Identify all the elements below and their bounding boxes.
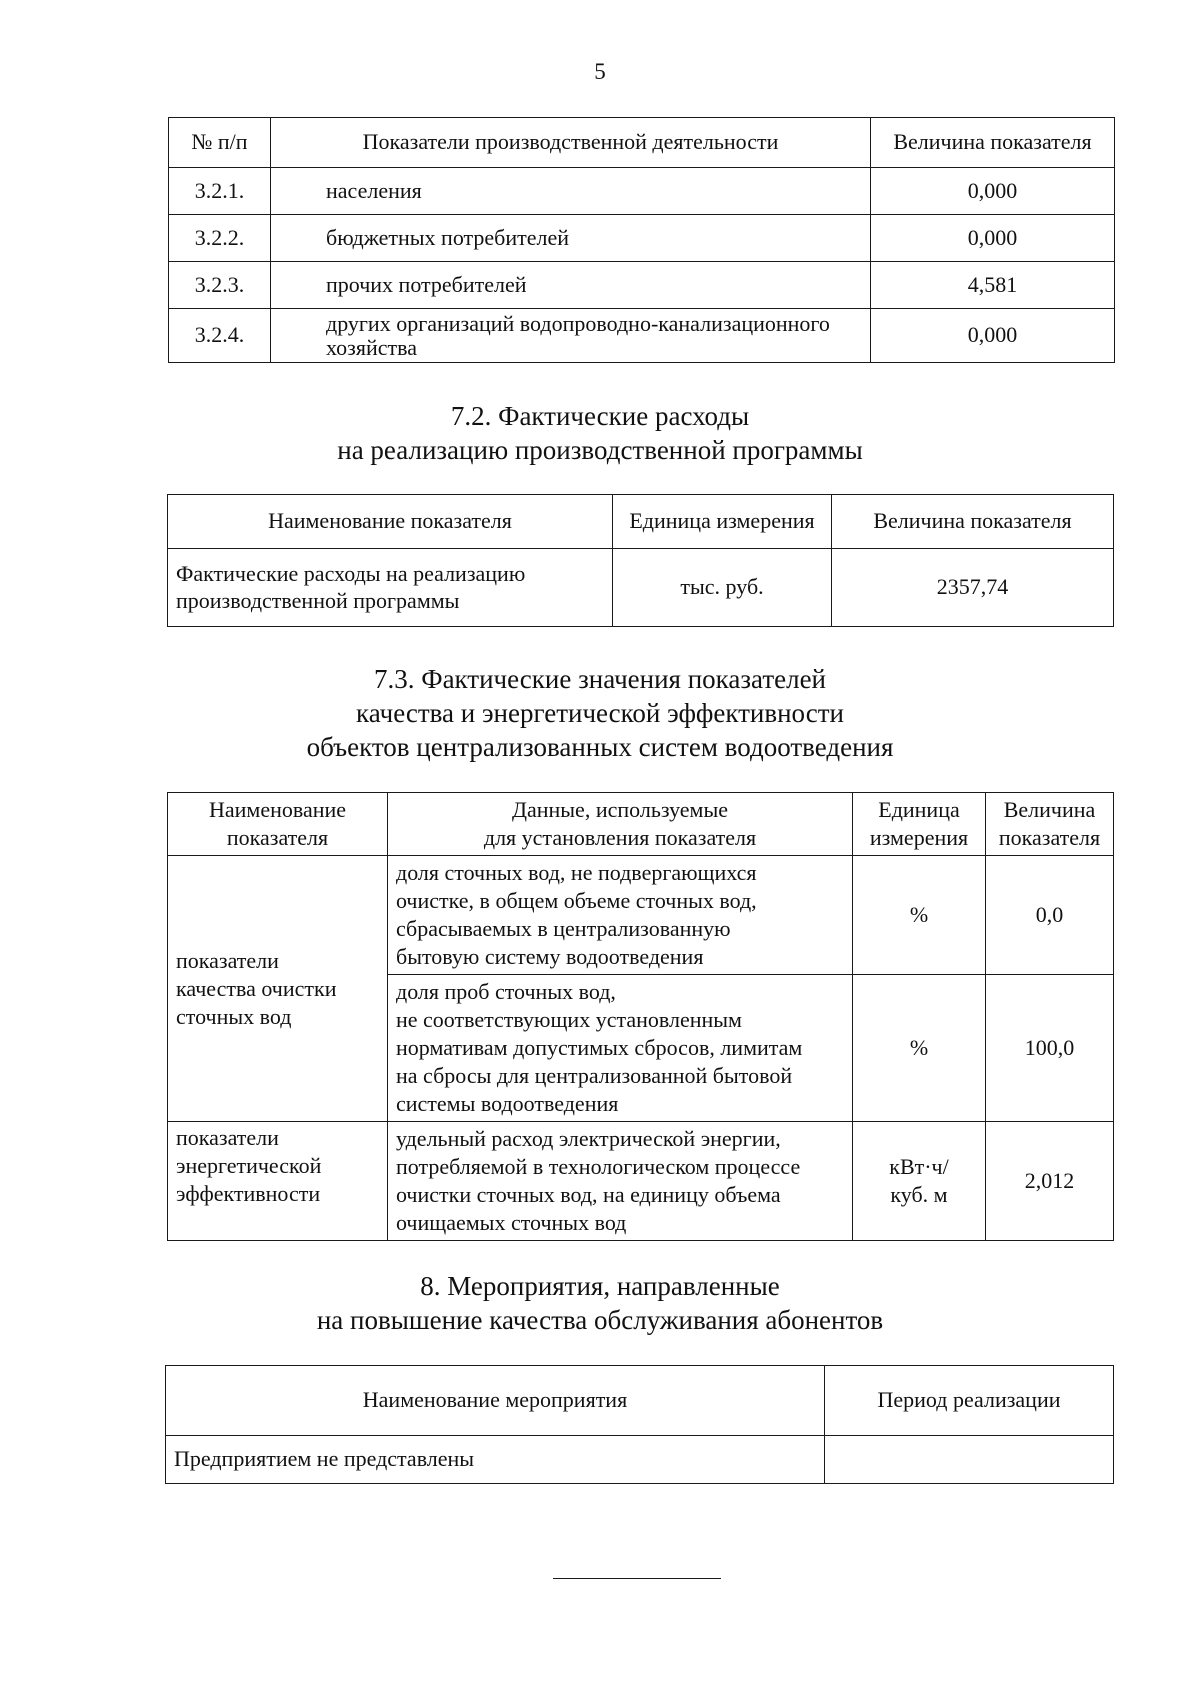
header-line: Данные, используемые [511,797,729,822]
row-data-line: сбрасываемых в централизованную [396,916,731,941]
group-name-line: сточных вод [176,1003,292,1029]
header-line: Величина [1003,797,1096,822]
header-line: измерения [869,825,969,850]
end-of-document-line [553,1578,721,1579]
row-value: 0,000 [871,215,1115,262]
section-7-3-heading [0,662,1200,764]
table-row [168,856,1114,975]
column-header-indicator: Показатели производственной деятельности [271,118,871,168]
measures-table [165,1365,1114,1484]
row-indicator: бюджетных потребителей [271,215,871,262]
column-header-number: № п/п [169,118,271,168]
heading-line: объектов централизованных систем водоотведения [306,732,894,762]
column-header-unit [853,793,986,856]
table-header-row [166,1366,1114,1436]
header-line: для установления показателя [483,825,757,850]
row-value: 0,0 [986,856,1114,975]
row-name-line: производственной программы [176,587,460,613]
group-name-cleaning [168,856,388,1122]
row-unit: % [853,856,986,975]
expenses-table [167,494,1114,627]
column-header-measure: Наименование мероприятия [166,1366,825,1436]
table-header-row [168,495,1114,549]
column-header-name [168,793,388,856]
row-data-line: удельный расход электрической энергии, [396,1126,781,1151]
row-unit [853,1122,986,1241]
row-value: 100,0 [986,975,1114,1122]
row-data-line: нормативам допустимых сбросов, лимитам [396,1035,803,1060]
row-unit-line: кВт·ч/ [889,1154,949,1179]
column-header-data [388,793,853,856]
row-data-line: на сбросы для централизованной бытовой [396,1063,793,1088]
row-unit: тыс. руб. [613,549,832,627]
row-data-line: системы водоотведения [396,1091,619,1116]
table-row [169,309,1115,363]
header-line: показателя [226,825,329,850]
page-number: 5 [594,59,606,84]
column-header-value [986,793,1114,856]
heading-line: на повышение качества обслуживания абонентов [316,1305,884,1335]
row-data-line: очистке, в общем объеме сточных вод, [396,888,757,913]
row-indicator [271,309,871,363]
row-unit: % [853,975,986,1122]
row-number: 3.2.3. [169,262,271,309]
group-name-line: качества очистки [176,975,337,1001]
group-name-line: эффективности [176,1181,321,1206]
table-row [169,262,1115,309]
row-value: 0,000 [871,168,1115,215]
row-data-line: очищаемых сточных вод [396,1210,627,1235]
column-header-name: Наименование показателя [168,495,613,549]
group-name-line: показатели [176,947,279,973]
row-number: 3.2.1. [169,168,271,215]
row-data [388,975,853,1122]
row-data-line: не соответствующих установленным [396,1007,742,1032]
header-line: Единица [878,797,960,822]
row-data-line: доля проб сточных вод, [396,979,616,1004]
row-indicator-line: других организаций водопроводно-канализационного [326,311,830,337]
row-number: 3.2.4. [169,309,271,363]
heading-line: 8. Мероприятия, направленные [420,1271,780,1301]
column-header-period: Период реализации [825,1366,1114,1436]
production-indicators-table [168,117,1115,363]
row-value: 4,581 [871,262,1115,309]
row-value: 2,012 [986,1122,1114,1241]
row-data-line: бытовую систему водоотведения [396,944,704,969]
row-name [168,549,613,627]
row-unit-line: куб. м [890,1182,948,1207]
heading-line: качества и энергетической эффективности [356,698,844,728]
table-header-row [169,118,1115,168]
row-number: 3.2.2. [169,215,271,262]
group-name-line: энергетической [176,1153,322,1178]
table-row [168,549,1114,627]
quality-indicators-table [167,792,1114,1241]
row-data [388,856,853,975]
section-7-2-heading [0,399,1200,467]
table-header-row [168,793,1114,856]
table-row [169,215,1115,262]
row-data [388,1122,853,1241]
row-data-line: доля сточных вод, не подвергающихся [396,860,757,885]
table-row [168,1122,1114,1241]
row-indicator-line: хозяйства [326,334,417,360]
row-indicator: прочих потребителей [271,262,871,309]
row-data-line: потребляемой в технологическом процессе [396,1154,801,1179]
heading-line: 7.3. Фактические значения показателей [373,664,827,694]
row-value: 0,000 [871,309,1115,363]
section-8-heading [0,1269,1200,1337]
header-line: Наименование [208,797,347,822]
column-header-value: Величина показателя [871,118,1115,168]
row-indicator: населения [271,168,871,215]
row-value: 2357,74 [832,549,1114,627]
heading-line: 7.2. Фактические расходы [450,401,750,431]
group-name-line: показатели [176,1125,279,1150]
table-row [169,168,1115,215]
header-line: показателя [998,825,1101,850]
group-name-energy [168,1122,388,1241]
heading-line: на реализацию производственной программы [337,435,863,465]
table-row [166,1436,1114,1484]
column-header-value: Величина показателя [832,495,1114,549]
row-measure: Предприятием не представлены [166,1436,825,1484]
column-header-unit: Единица измерения [613,495,832,549]
row-period [825,1436,1114,1484]
row-name-line: Фактические расходы на реализацию [176,561,526,587]
row-data-line: очистки сточных вод, на единицу объема [396,1182,781,1207]
